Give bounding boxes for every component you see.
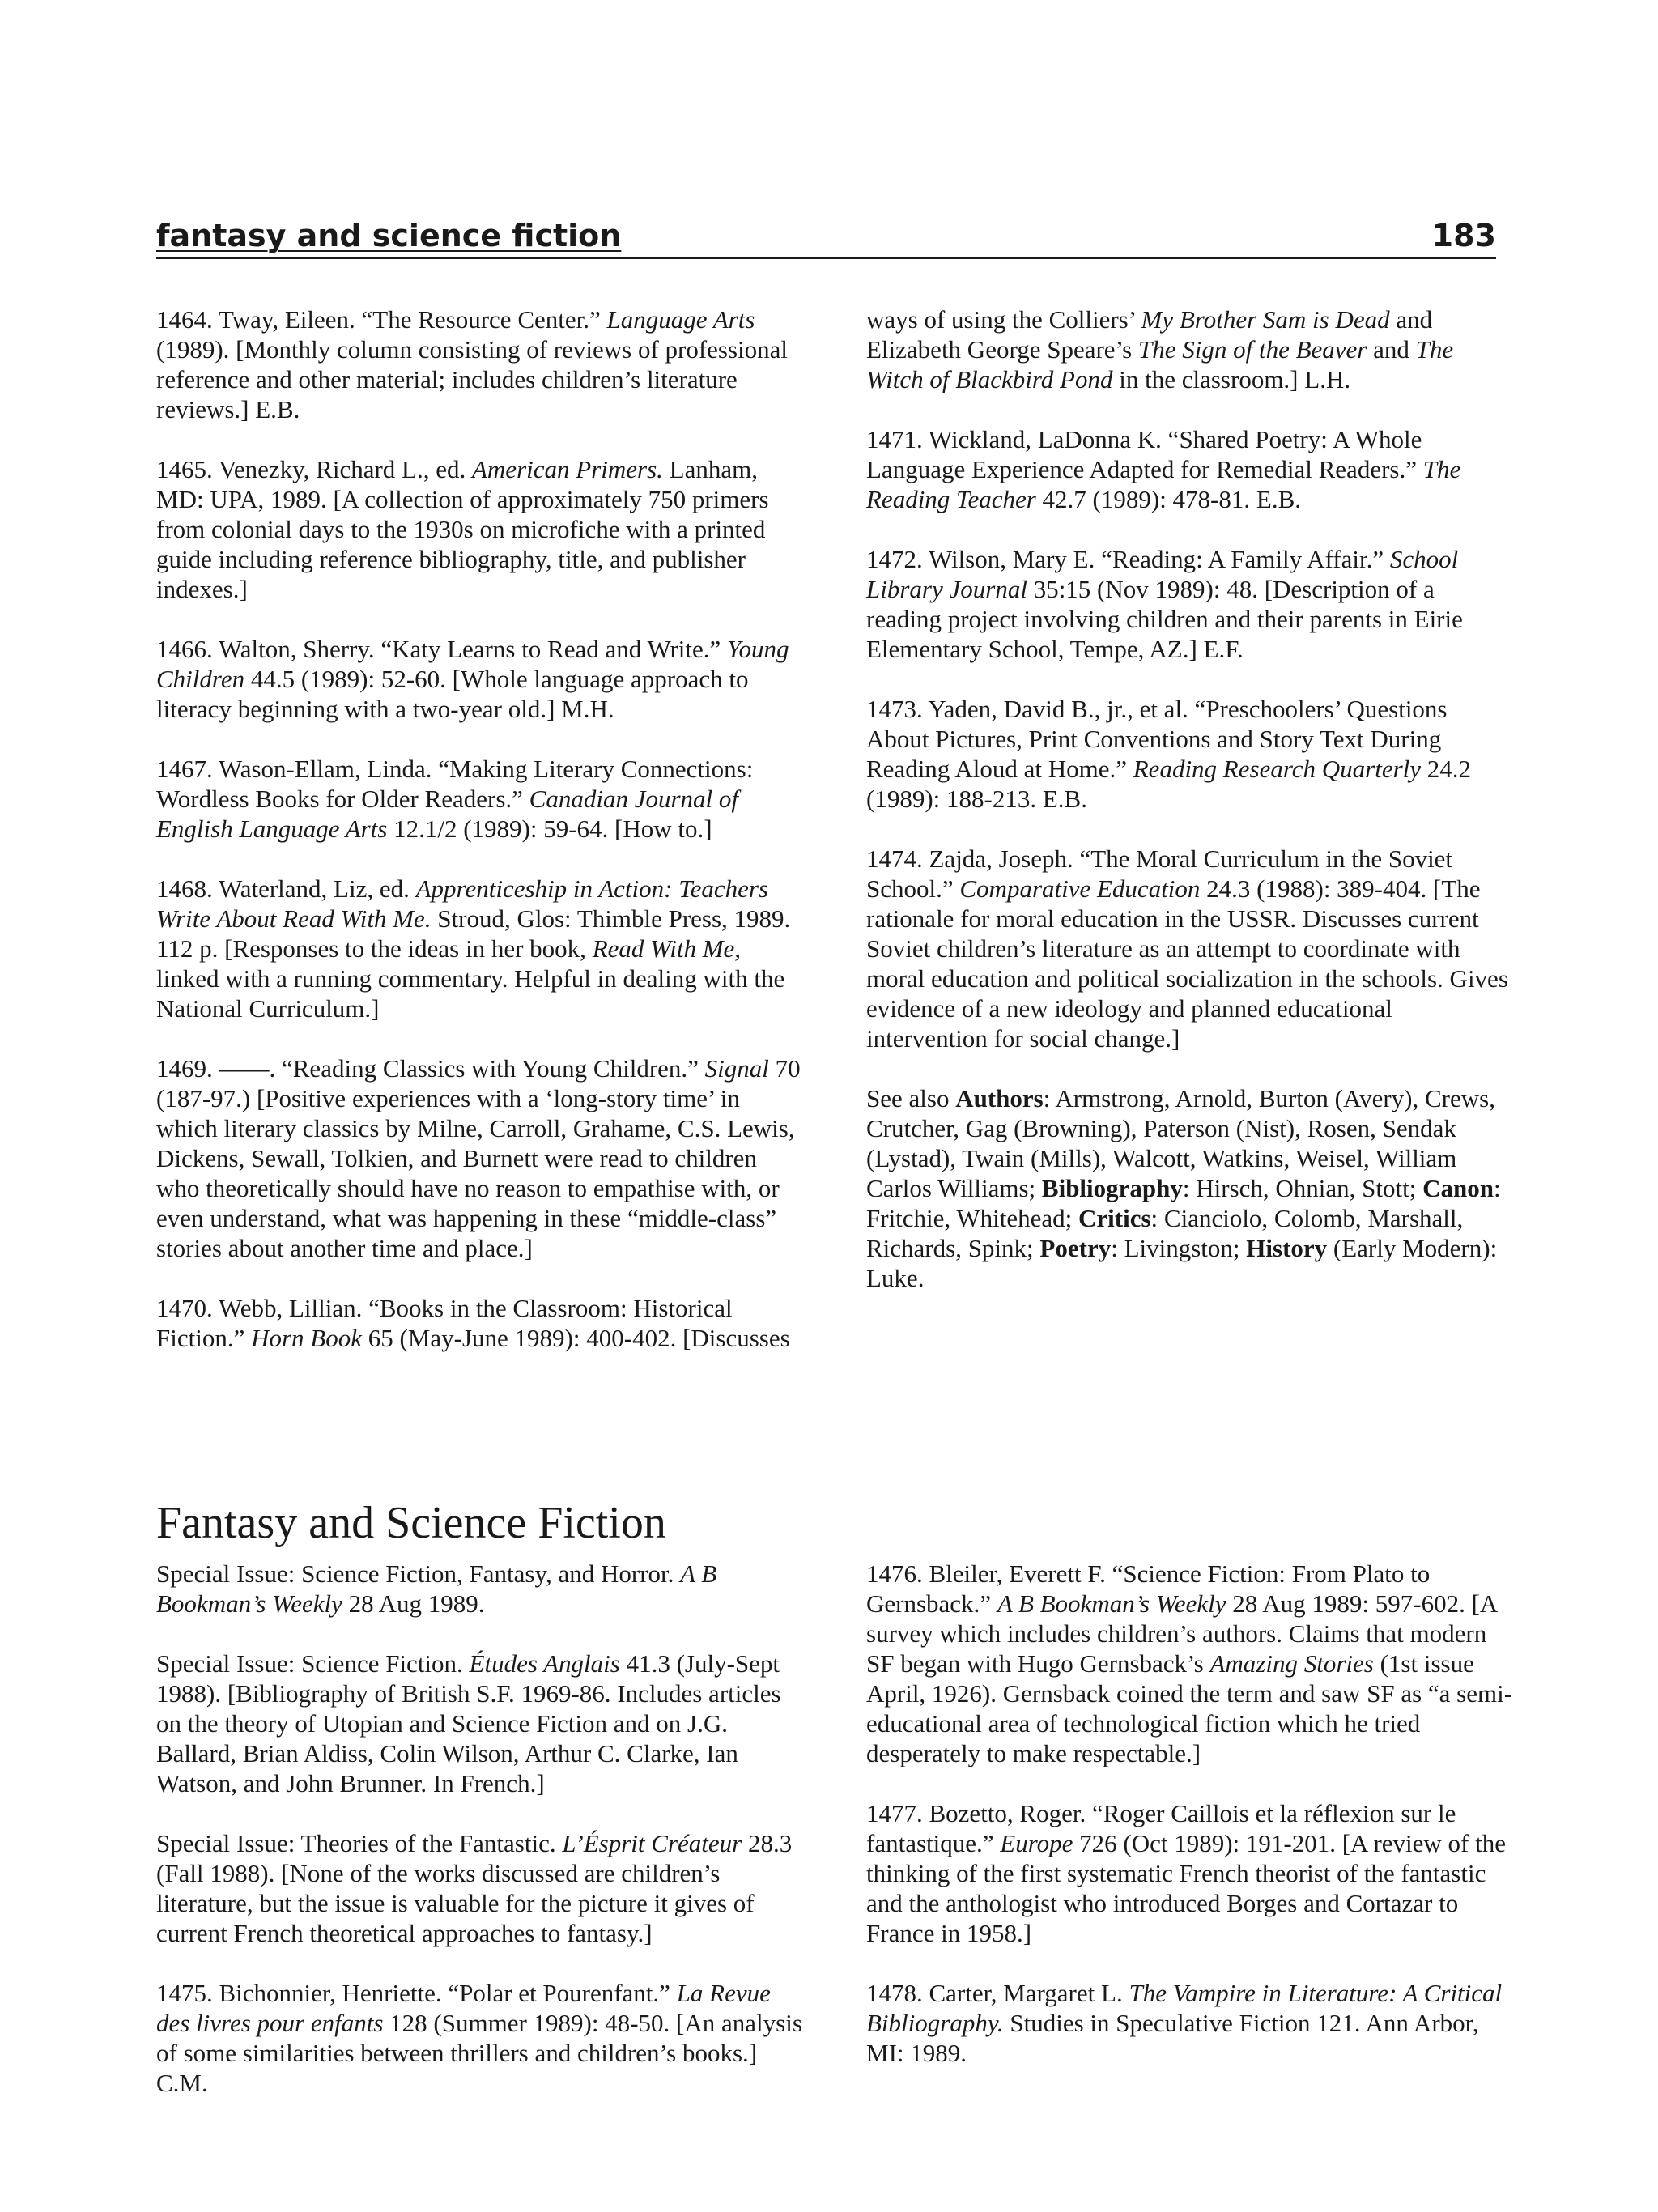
entry-text: 1466. Walton, Sherry. “Katy Learns to Read and Write.” (156, 635, 728, 663)
entry-text: (1st issue April, 1926). Gernsback coined the term and saw SF as “a semi-educational area of technological fiction which he tried desperately to make respectable.] (866, 1649, 1513, 1767)
entry-text: 41.3 (July-Sept 1988). [Bibliography of British S.F. 1969-86. Includes articles on the theory of Utopian and Science Fiction and on J.G. Ballard, Brian Aldiss, Colin Wilson, Arthur C. Clarke, Ian Watson, and John Brunner. In French.] (156, 1649, 781, 1797)
entry-text: 24.2 (1989): 188-213. E.B. (866, 755, 1472, 813)
entry-text: 1476. Bleiler, Everett F. “Science Fiction: From Plato to Gernsback.” (866, 1559, 1431, 1618)
entry-text: (Early Modern): Luke. (866, 1234, 1498, 1292)
entry-text: 1471. Wickland, LaDonna K. “Shared Poetry: A Whole Language Experience Adapted for Remedial Readers.” (866, 425, 1423, 483)
bibliography-entry (156, 754, 804, 844)
italic-title: The Sign of the Beaver (1138, 335, 1367, 364)
entry-text: Special Issue: Science Fiction. (156, 1649, 470, 1678)
italic-title: Études Anglais (469, 1649, 620, 1678)
bibliography-entry (156, 1559, 804, 1619)
entry-text: Lanham, MD: UPA, 1989. [A collection of approximately 750 primers from colonial days to the 1930s on microfiche with a printed guide including reference bibliography, title, and publisher indexes.] (156, 455, 769, 603)
italic-title: Canadian Journal of English Language Arts (156, 785, 739, 843)
entry-text: 1470. Webb, Lillian. “Books in the Classroom: Historical Fiction.” (156, 1294, 733, 1352)
italic-title: Comparative Education (959, 874, 1201, 903)
entry-text: See also (866, 1084, 956, 1112)
entry-text: 24.3 (1988): 389-404. [The rationale for moral education in the USSR. Discusses current Soviet children’s literature as an attempt to coordinate with moral education and political socialization in the schools. Gives evidence of a new ideology and planned educational intervention for social change.] (866, 874, 1508, 1053)
bibliography-entry (866, 304, 1514, 394)
entry-text: Special Issue: Theories of the Fantastic. (156, 1829, 563, 1857)
italic-title: A B Bookman’s Weekly (156, 1559, 717, 1618)
bold-label: Authors (955, 1084, 1044, 1112)
page-number: 183 (1431, 218, 1496, 253)
bibliography-entry (156, 1293, 804, 1353)
entry-text: 44.5 (1989): 52-60. [Whole language approach to literacy beginning with a two-year old.] M.H. (156, 665, 749, 723)
entry-text: 128 (Summer 1989): 48-50. [An analysis of some similarities between thrillers and children’s books.] C.M. (156, 2009, 802, 2097)
italic-title: The Reading Teacher (866, 455, 1461, 513)
entry-text: linked with a running commentary. Helpful in dealing with the National Curriculum.] (156, 964, 785, 1023)
entry-text: 1468. Waterland, Liz, ed. (156, 874, 416, 903)
italic-title: School Library Journal (866, 545, 1459, 603)
italic-title: Signal (704, 1054, 769, 1083)
italic-title: La Revue des livres pour enfants (156, 1979, 771, 2037)
entry-text: 1467. Wason-Ellam, Linda. “Making Literary Connections: Wordless Books for Older Readers.” (156, 755, 754, 813)
bibliography-entry (866, 1559, 1514, 1768)
entry-text: (1989). [Monthly column consisting of reviews of professional reference and other material; includes children’s literature reviews.] E.B. (156, 335, 789, 423)
italic-title: Language Arts (606, 305, 755, 334)
running-head (156, 206, 1496, 259)
entry-text: 28 Aug 1989: 597-602. [A survey which includes children’s authors. Claims that modern SF began with Hugo Gernsback’s (866, 1589, 1497, 1678)
entry-text: ways of using the Colliers’ (866, 305, 1141, 334)
entry-text: 1478. Carter, Margaret L. (866, 1979, 1129, 2007)
italic-title: Amazing Stories (1209, 1649, 1374, 1678)
entry-text: in the classroom.] L.H. (1112, 365, 1351, 393)
italic-title: The Witch of Blackbird Pond (866, 335, 1454, 393)
italic-title: My Brother Sam is Dead (1141, 305, 1390, 334)
entry-text: 42.7 (1989): 478-81. E.B. (1035, 485, 1301, 513)
running-title: fantasy and science fiction (156, 218, 622, 253)
bold-label: Critics (1078, 1204, 1151, 1232)
section-heading: Fantasy and Science Fiction (156, 1497, 666, 1548)
bibliography-entry (156, 874, 804, 1023)
bottom-right-column (866, 1559, 1514, 2098)
italic-title: A B Bookman’s Weekly (997, 1589, 1226, 1618)
entry-text: Studies in Speculative Fiction 121. Ann Arbor, MI: 1989. (866, 2009, 1479, 2067)
entry-text: 12.1/2 (1989): 59-64. [How to.] (387, 815, 712, 843)
entry-text: and Elizabeth George Speare’s (866, 305, 1433, 364)
bibliography-entry (866, 1083, 1514, 1293)
entry-text: 1469. ——. “Reading Classics with Young Children.” (156, 1054, 705, 1083)
bibliography-entry (866, 694, 1514, 814)
entry-text: 1473. Yaden, David B., jr., et al. “Preschoolers’ Questions About Pictures, Print Conventions and Story Text During Reading Aloud at Home.” (866, 695, 1448, 783)
bibliography-entry (866, 544, 1514, 664)
italic-title: L’Ésprit Créateur (562, 1829, 742, 1857)
bibliography-entry (156, 454, 804, 604)
entry-text: and (1367, 335, 1416, 364)
entry-text: 35:15 (Nov 1989): 48. [Description of a reading project involving children and their parents in Eirie Elementary School, Tempe, AZ.] E.F. (866, 575, 1463, 663)
entry-text: 1472. Wilson, Mary E. “Reading: A Family Affair.” (866, 545, 1390, 573)
bold-label: Canon (1422, 1174, 1494, 1202)
entry-text: 726 (Oct 1989): 191-201. [A review of the thinking of the first systematic French theorist of the fantastic and the anthologist who introduced Borges and Cortazar to France in 1958.] (866, 1829, 1507, 1947)
entry-text: 28 Aug 1989. (342, 1589, 485, 1618)
entry-text: 70 (187-97.) [Positive experiences with a ‘long-story time’ in which literary classics by Milne, Carroll, Grahame, C.S. Lewis, Dickens, Sewall, Tolkien, and Burnett were read to children who theoretically should have no reason to empathise with, or even understand, what was happening in these “middle-class” stories about another time and place.] (156, 1054, 801, 1262)
entry-text: 28.3 (Fall 1988). [None of the works discussed are children’s literature, but the issue is valuable for the picture it gives of current French theoretical approaches to fantasy.] (156, 1829, 793, 1947)
bibliography-entry (156, 1978, 804, 2098)
bibliography-entry (156, 634, 804, 724)
bibliography-entry (156, 304, 804, 424)
italic-title: Horn Book (251, 1324, 363, 1352)
italic-title: Young Children (156, 635, 789, 693)
top-right-column (866, 304, 1514, 1323)
italic-title: Read With Me, (592, 934, 742, 963)
italic-title: Apprenticeship in Action: Teachers Write About Read With Me. (156, 874, 769, 933)
entry-text: 1465. Venezky, Richard L., ed. (156, 455, 472, 483)
bold-label: Poetry (1039, 1234, 1112, 1262)
entry-text: 1475. Bichonnier, Henriette. “Polar et Pourenfant.” (156, 1979, 677, 2007)
bibliography-entry (866, 844, 1514, 1053)
bibliography-entry (866, 424, 1514, 514)
bibliography-entry (156, 1053, 804, 1263)
entry-text: : Fritchie, Whitehead; (866, 1174, 1501, 1232)
entry-text: 1474. Zajda, Joseph. “The Moral Curriculum in the Soviet School.” (866, 844, 1453, 903)
bibliography-entry (156, 1648, 804, 1798)
entry-text: Stroud, Glos: Thimble Press, 1989. 112 p. [Responses to the ideas in her book, (156, 904, 791, 963)
bibliography-entry (866, 1798, 1514, 1948)
entry-text: : Livingston; (1111, 1234, 1247, 1262)
italic-title: The Vampire in Literature: A Critical Bibliography. (866, 1979, 1503, 2037)
italic-title: Europe (1000, 1829, 1073, 1857)
bold-label: Bibliography (1041, 1174, 1183, 1202)
italic-title: Reading Research Quarterly (1133, 755, 1422, 783)
entry-text: 1464. Tway, Eileen. “The Resource Center.” (156, 305, 607, 334)
bottom-left-column (156, 1559, 804, 2128)
bibliography-entry (866, 1978, 1514, 2068)
entry-text: : Armstrong, Arnold, Burton (Avery), Crews, Crutcher, Gag (Browning), Paterson (Nist), Rosen, Sendak (Lystad), Twain (Mills), Walcott, Watkins, Weisel, William Carlos Williams; (866, 1084, 1495, 1202)
bold-label: History (1246, 1234, 1328, 1262)
entry-text: Special Issue: Science Fiction, Fantasy, and Horror. (156, 1559, 681, 1588)
entry-text: : Cianciolo, Colomb, Marshall, Richards, Spink; (866, 1204, 1464, 1262)
entry-text: 65 (May-June 1989): 400-402. [Discusses (362, 1324, 790, 1352)
entry-text: 1477. Bozetto, Roger. “Roger Caillois et la réflexion sur le fantastique.” (866, 1799, 1456, 1857)
bibliography-entry (156, 1828, 804, 1948)
entry-text: : Hirsch, Ohnian, Stott; (1182, 1174, 1423, 1202)
top-left-column (156, 304, 804, 1383)
italic-title: American Primers. (471, 455, 663, 483)
